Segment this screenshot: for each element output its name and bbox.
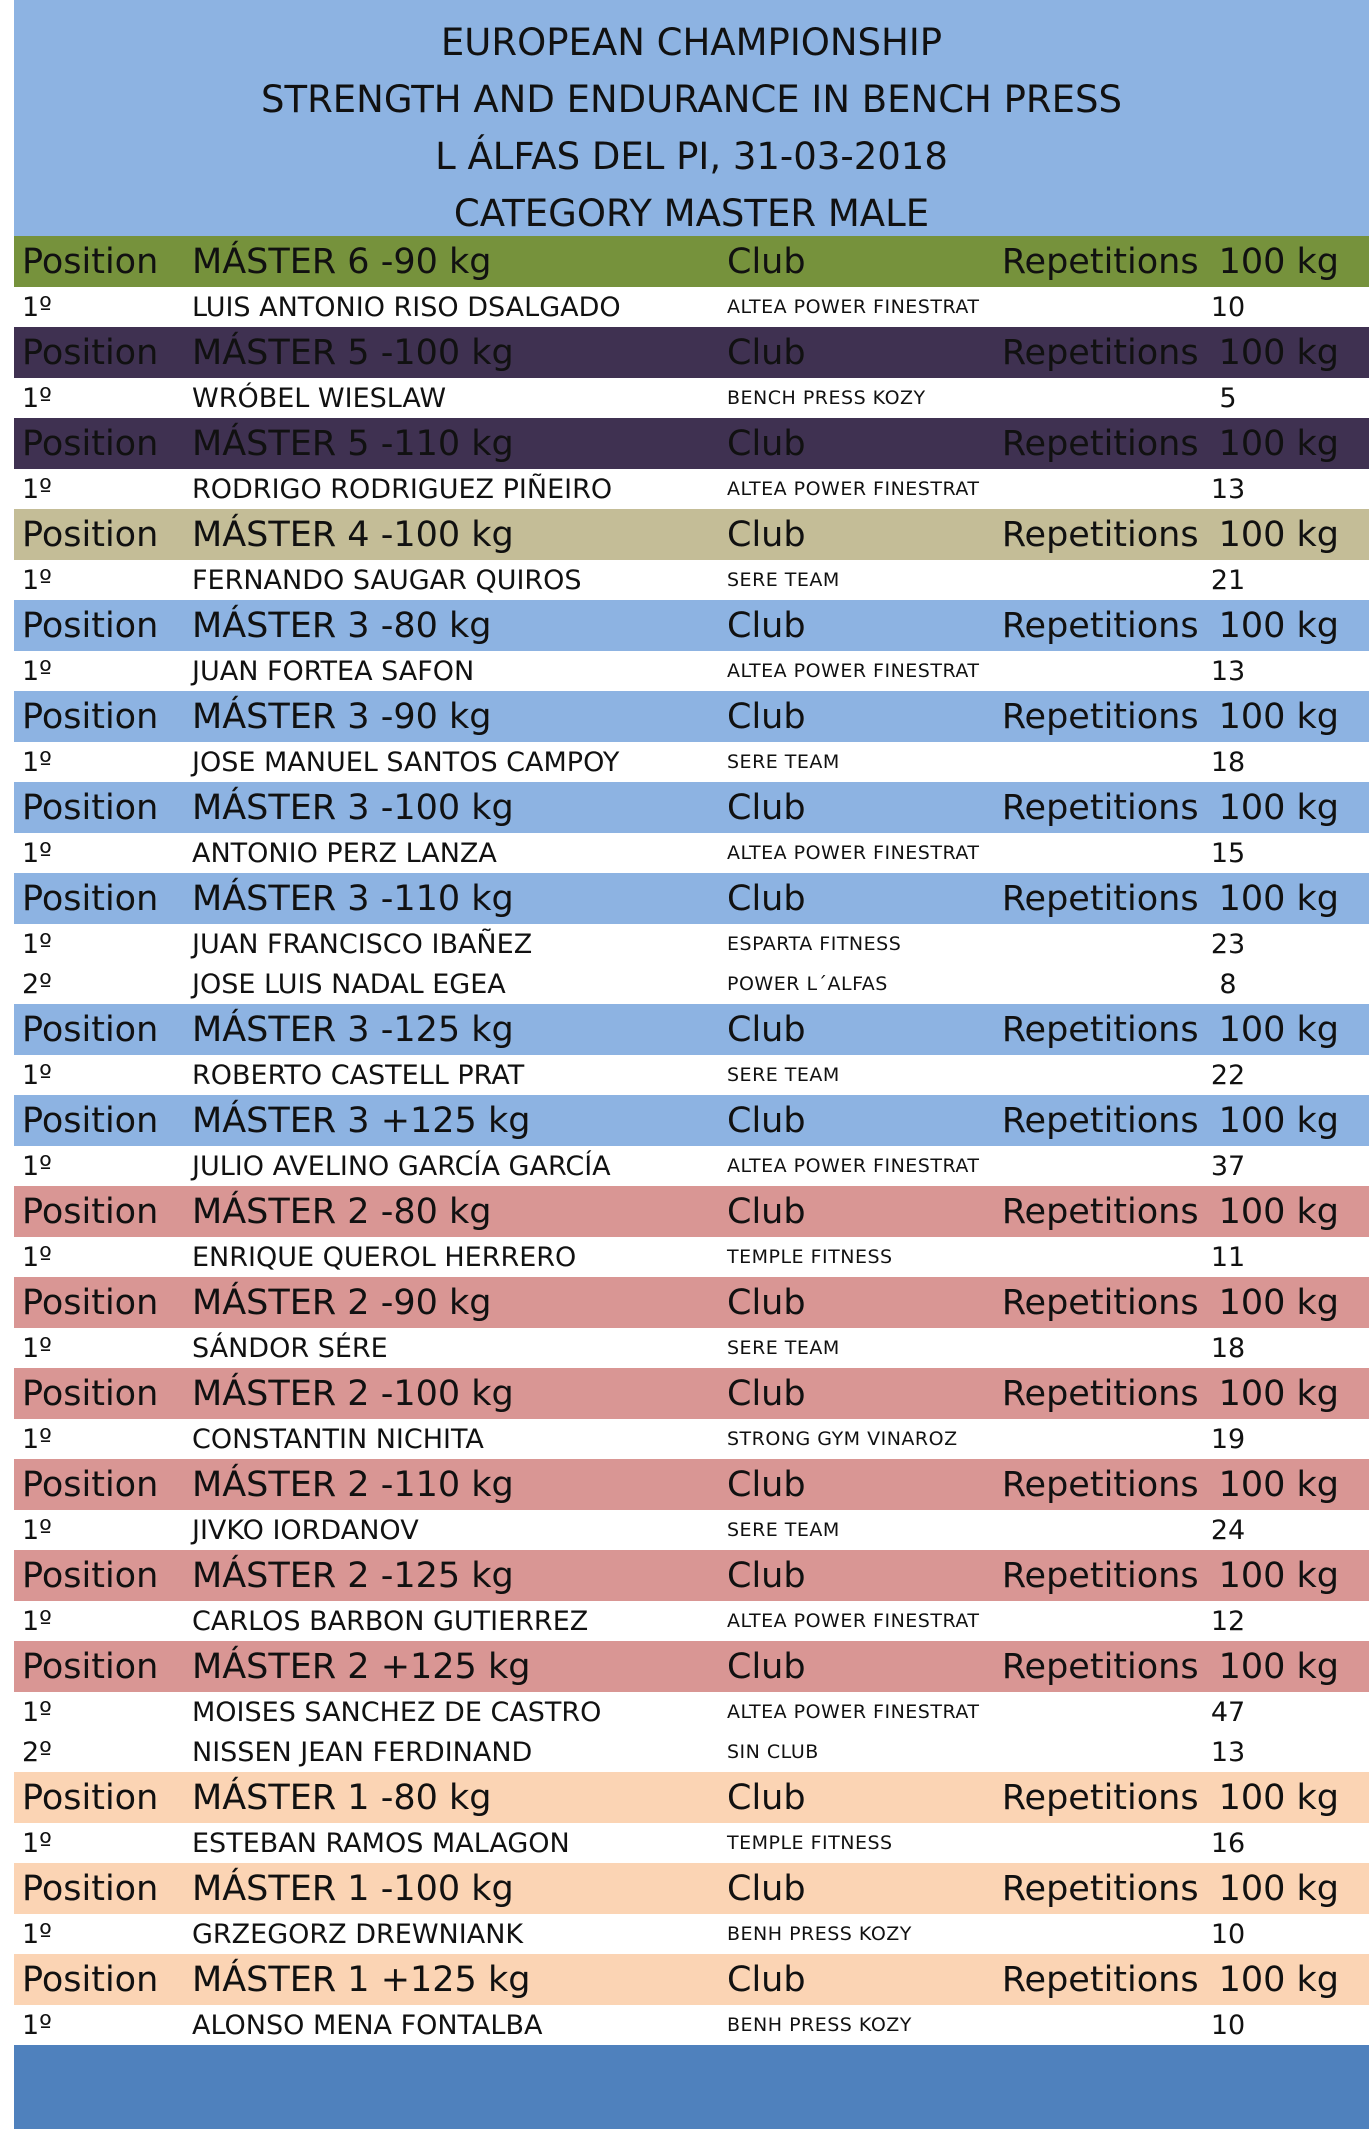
repetitions-header [1001, 423, 1369, 464]
athlete-row [14, 1692, 1369, 1732]
athlete-row [14, 1510, 1369, 1550]
category-name: MÁSTER 6 -90 kg [192, 241, 492, 282]
athlete-repetitions: 19 [1210, 1423, 1246, 1455]
category-header-row [14, 1277, 1369, 1328]
category-name: MÁSTER 1 -100 kg [192, 1868, 514, 1909]
repetitions-header [1001, 1777, 1369, 1818]
athlete-row [14, 1823, 1369, 1863]
category-header-row [14, 691, 1369, 742]
athlete-repetitions: 15 [1210, 837, 1246, 869]
club-header: Club [727, 696, 806, 737]
athlete-place: 1º [22, 291, 52, 323]
repetitions-header [1001, 787, 1369, 828]
weight-label: 100 kg [1218, 1868, 1339, 1909]
athlete-repetitions: 13 [1210, 473, 1246, 505]
category-header-row [14, 1459, 1369, 1510]
athlete-club: ALTEA POWER FINESTRAT [727, 478, 980, 500]
athlete-row [14, 924, 1369, 964]
athlete-row [14, 560, 1369, 600]
athlete-repetitions: 21 [1210, 564, 1246, 596]
title-line-event: STRENGTH AND ENDURANCE IN BENCH PRESS [260, 78, 1122, 121]
category-name: MÁSTER 2 -90 kg [192, 1282, 492, 1323]
repetitions-header [1001, 332, 1369, 373]
athlete-place: 2º [22, 968, 52, 1000]
athlete-club: BENH PRESS KOZY [727, 1923, 912, 1945]
club-header: Club [727, 878, 806, 919]
athlete-club: ESPARTA FITNESS [727, 933, 902, 955]
position-header: Position [22, 1777, 159, 1818]
category-header-row [14, 327, 1369, 378]
repetitions-label: Repetitions [1001, 696, 1199, 737]
repetitions-header [1001, 514, 1369, 555]
repetitions-header [1001, 1191, 1369, 1232]
athlete-name: WRÓBEL WIESLAW [192, 382, 447, 414]
category-header-row [14, 1641, 1369, 1692]
athlete-club: TEMPLE FITNESS [727, 1246, 893, 1268]
athlete-name: RODRIGO RODRIGUEZ PIÑEIRO [192, 473, 613, 505]
club-header: Club [727, 1282, 806, 1323]
position-header: Position [22, 423, 159, 464]
position-header: Position [22, 1100, 159, 1141]
athlete-place: 1º [22, 1059, 52, 1091]
category-header-row [14, 418, 1369, 469]
repetitions-label: Repetitions [1001, 1959, 1199, 2000]
repetitions-header [1001, 1959, 1369, 2000]
category-name: MÁSTER 3 -90 kg [192, 696, 492, 737]
repetitions-label: Repetitions [1001, 1555, 1199, 1596]
athlete-club: SIN CLUB [727, 1741, 819, 1763]
repetitions-header [1001, 1464, 1369, 1505]
category-header-row [14, 782, 1369, 833]
athlete-repetitions: 13 [1210, 655, 1246, 687]
category-header-row [14, 600, 1369, 651]
category-name: MÁSTER 2 -110 kg [192, 1464, 514, 1505]
athlete-repetitions: 24 [1210, 1514, 1246, 1546]
athlete-row [14, 2005, 1369, 2045]
weight-label: 100 kg [1218, 1191, 1339, 1232]
athlete-place: 1º [22, 564, 52, 596]
repetitions-header [1001, 605, 1369, 646]
athlete-repetitions: 37 [1210, 1150, 1246, 1182]
athlete-repetitions: 18 [1210, 746, 1246, 778]
athlete-name: JUAN FRANCISCO IBAÑEZ [192, 928, 533, 960]
category-header-row [14, 873, 1369, 924]
athlete-club: SERE TEAM [727, 1337, 840, 1359]
weight-label: 100 kg [1218, 1646, 1339, 1687]
repetitions-header [1001, 1009, 1369, 1050]
athlete-repetitions: 10 [1210, 1918, 1246, 1950]
category-header-row [14, 1863, 1369, 1914]
weight-label: 100 kg [1218, 241, 1339, 282]
athlete-repetitions: 12 [1210, 1605, 1246, 1637]
athlete-row [14, 964, 1369, 1004]
weight-label: 100 kg [1218, 1959, 1339, 2000]
club-header: Club [727, 1777, 806, 1818]
athlete-name: JOSE LUIS NADAL EGEA [192, 968, 506, 1000]
repetitions-label: Repetitions [1001, 1646, 1199, 1687]
athlete-club: ALTEA POWER FINESTRAT [727, 660, 980, 682]
athlete-row [14, 287, 1369, 327]
athlete-repetitions: 5 [1219, 382, 1237, 414]
repetitions-label: Repetitions [1001, 241, 1199, 282]
category-name: MÁSTER 2 -100 kg [192, 1373, 514, 1414]
athlete-name: JOSE MANUEL SANTOS CAMPOY [192, 746, 620, 778]
repetitions-label: Repetitions [1001, 787, 1199, 828]
athlete-name: JUAN FORTEA SAFON [192, 655, 475, 687]
category-header-row [14, 1954, 1369, 2005]
weight-label: 100 kg [1218, 332, 1339, 373]
category-name: MÁSTER 1 -80 kg [192, 1777, 492, 1818]
position-header: Position [22, 1959, 159, 2000]
weight-label: 100 kg [1218, 787, 1339, 828]
results-table [14, 236, 1369, 2045]
title-block [14, 0, 1369, 236]
weight-label: 100 kg [1218, 1282, 1339, 1323]
athlete-place: 1º [22, 1827, 52, 1859]
position-header: Position [22, 1191, 159, 1232]
athlete-club: POWER L´ALFAS [727, 973, 888, 995]
repetitions-label: Repetitions [1001, 1868, 1199, 1909]
athlete-club: ALTEA POWER FINESTRAT [727, 1701, 980, 1723]
club-header: Club [727, 1100, 806, 1141]
weight-label: 100 kg [1218, 1009, 1339, 1050]
athlete-repetitions: 11 [1210, 1241, 1246, 1273]
category-name: MÁSTER 3 +125 kg [192, 1100, 531, 1141]
weight-label: 100 kg [1218, 878, 1339, 919]
athlete-place: 1º [22, 1423, 52, 1455]
athlete-club: BENCH PRESS KOZY [727, 387, 926, 409]
club-header: Club [727, 423, 806, 464]
athlete-club: SERE TEAM [727, 569, 840, 591]
repetitions-header [1001, 1646, 1369, 1687]
club-header: Club [727, 787, 806, 828]
results-sheet [14, 0, 1369, 2045]
athlete-repetitions: 13 [1210, 1736, 1246, 1768]
category-name: MÁSTER 3 -125 kg [192, 1009, 514, 1050]
athlete-place: 1º [22, 746, 52, 778]
repetitions-label: Repetitions [1001, 1373, 1199, 1414]
repetitions-label: Repetitions [1001, 1009, 1199, 1050]
athlete-repetitions: 47 [1210, 1696, 1246, 1728]
athlete-row [14, 1914, 1369, 1954]
athlete-row [14, 469, 1369, 509]
athlete-club: ALTEA POWER FINESTRAT [727, 1155, 980, 1177]
category-header-row [14, 1004, 1369, 1055]
weight-label: 100 kg [1218, 696, 1339, 737]
athlete-row [14, 833, 1369, 873]
repetitions-label: Repetitions [1001, 605, 1199, 646]
athlete-place: 1º [22, 1150, 52, 1182]
repetitions-header [1001, 241, 1369, 282]
athlete-name: CONSTANTIN NICHITA [192, 1423, 484, 1455]
club-header: Club [727, 1646, 806, 1687]
category-name: MÁSTER 2 +125 kg [192, 1646, 531, 1687]
athlete-place: 2º [22, 1736, 52, 1768]
athlete-repetitions: 18 [1210, 1332, 1246, 1364]
athlete-row [14, 1237, 1369, 1277]
title-line-venue-date: L ÁLFAS DEL PI, 31-03-2018 [435, 135, 948, 178]
weight-label: 100 kg [1218, 1555, 1339, 1596]
athlete-place: 1º [22, 1241, 52, 1273]
athlete-name: ENRIQUE QUEROL HERRERO [192, 1241, 577, 1273]
position-header: Position [22, 1464, 159, 1505]
position-header: Position [22, 1555, 159, 1596]
repetitions-label: Repetitions [1001, 1282, 1199, 1323]
repetitions-label: Repetitions [1001, 1464, 1199, 1505]
athlete-repetitions: 22 [1210, 1059, 1246, 1091]
category-name: MÁSTER 2 -80 kg [192, 1191, 492, 1232]
athlete-place: 1º [22, 1514, 52, 1546]
position-header: Position [22, 1868, 159, 1909]
category-name: MÁSTER 5 -110 kg [192, 423, 514, 464]
category-name: MÁSTER 1 +125 kg [192, 1959, 531, 2000]
athlete-club: ALTEA POWER FINESTRAT [727, 842, 980, 864]
athlete-row [14, 1419, 1369, 1459]
club-header: Club [727, 605, 806, 646]
athlete-name: FERNANDO SAUGAR QUIROS [192, 564, 582, 596]
category-header-row [14, 236, 1369, 287]
athlete-place: 1º [22, 1605, 52, 1637]
position-header: Position [22, 787, 159, 828]
athlete-name: SÁNDOR SÉRE [192, 1332, 388, 1364]
athlete-row [14, 1146, 1369, 1186]
athlete-repetitions: 8 [1219, 968, 1237, 1000]
club-header: Club [727, 1555, 806, 1596]
club-header: Club [727, 514, 806, 555]
category-name: MÁSTER 4 -100 kg [192, 514, 514, 555]
athlete-repetitions: 16 [1210, 1827, 1246, 1859]
athlete-repetitions: 10 [1210, 2009, 1246, 2041]
club-header: Club [727, 1868, 806, 1909]
repetitions-label: Repetitions [1001, 514, 1199, 555]
repetitions-header [1001, 1282, 1369, 1323]
category-name: MÁSTER 3 -80 kg [192, 605, 492, 646]
position-header: Position [22, 332, 159, 373]
repetitions-label: Repetitions [1001, 423, 1199, 464]
position-header: Position [22, 1282, 159, 1323]
position-header: Position [22, 1646, 159, 1687]
title-line-category: CATEGORY MASTER MALE [453, 192, 930, 235]
athlete-row [14, 1055, 1369, 1095]
category-header-row [14, 1772, 1369, 1823]
category-header-row [14, 1095, 1369, 1146]
repetitions-header [1001, 1100, 1369, 1141]
weight-label: 100 kg [1218, 423, 1339, 464]
athlete-name: ROBERTO CASTELL PRAT [192, 1059, 525, 1091]
position-header: Position [22, 696, 159, 737]
club-header: Club [727, 1009, 806, 1050]
repetitions-label: Repetitions [1001, 332, 1199, 373]
repetitions-label: Repetitions [1001, 1191, 1199, 1232]
athlete-name: NISSEN JEAN FERDINAND [192, 1736, 533, 1768]
weight-label: 100 kg [1218, 1464, 1339, 1505]
repetitions-header [1001, 1373, 1369, 1414]
position-header: Position [22, 1009, 159, 1050]
repetitions-header [1001, 1555, 1369, 1596]
athlete-name: ANTONIO PERZ LANZA [192, 837, 497, 869]
weight-label: 100 kg [1218, 605, 1339, 646]
position-header: Position [22, 605, 159, 646]
position-header: Position [22, 241, 159, 282]
weight-label: 100 kg [1218, 1373, 1339, 1414]
athlete-place: 1º [22, 2009, 52, 2041]
athlete-club: ALTEA POWER FINESTRAT [727, 296, 980, 318]
athlete-place: 1º [22, 382, 52, 414]
weight-label: 100 kg [1218, 1777, 1339, 1818]
category-header-row [14, 1550, 1369, 1601]
title-line-championship: EUROPEAN CHAMPIONSHIP [440, 21, 943, 64]
club-header: Club [727, 241, 806, 282]
athlete-name: CARLOS BARBON GUTIERREZ [192, 1605, 589, 1637]
position-header: Position [22, 1373, 159, 1414]
weight-label: 100 kg [1218, 514, 1339, 555]
category-header-row [14, 1368, 1369, 1419]
repetitions-header [1001, 696, 1369, 737]
athlete-club: SERE TEAM [727, 751, 840, 773]
repetitions-header [1001, 1868, 1369, 1909]
athlete-name: ALONSO MENA FONTALBA [192, 2009, 543, 2041]
athlete-repetitions: 10 [1210, 291, 1246, 323]
category-name: MÁSTER 3 -110 kg [192, 878, 514, 919]
athlete-name: ESTEBAN RAMOS MALAGON [192, 1827, 570, 1859]
athlete-repetitions: 23 [1210, 928, 1246, 960]
athlete-row [14, 651, 1369, 691]
repetitions-header [1001, 878, 1369, 919]
athlete-row [14, 742, 1369, 782]
club-header: Club [727, 1959, 806, 2000]
athlete-row [14, 378, 1369, 418]
athlete-name: JIVKO IORDANOV [192, 1514, 419, 1546]
category-header-row [14, 1186, 1369, 1237]
athlete-club: SERE TEAM [727, 1064, 840, 1086]
athlete-club: SERE TEAM [727, 1519, 840, 1541]
athlete-row [14, 1601, 1369, 1641]
category-name: MÁSTER 3 -100 kg [192, 787, 514, 828]
athlete-row [14, 1328, 1369, 1368]
athlete-club: TEMPLE FITNESS [727, 1832, 893, 1854]
athlete-club: STRONG GYM VINAROZ [727, 1428, 958, 1450]
club-header: Club [727, 332, 806, 373]
repetitions-label: Repetitions [1001, 1777, 1199, 1818]
athlete-name: GRZEGORZ DREWNIANK [192, 1918, 524, 1950]
category-name: MÁSTER 2 -125 kg [192, 1555, 514, 1596]
category-header-row [14, 509, 1369, 560]
athlete-place: 1º [22, 1918, 52, 1950]
athlete-place: 1º [22, 473, 52, 505]
athlete-name: LUIS ANTONIO RISO DSALGADO [192, 291, 621, 323]
repetitions-label: Repetitions [1001, 878, 1199, 919]
athlete-place: 1º [22, 1696, 52, 1728]
athlete-name: JULIO AVELINO GARCÍA GARCÍA [192, 1150, 611, 1182]
athlete-club: BENH PRESS KOZY [727, 2014, 912, 2036]
club-header: Club [727, 1464, 806, 1505]
position-header: Position [22, 878, 159, 919]
footer-bar [14, 2045, 1369, 2129]
repetitions-label: Repetitions [1001, 1100, 1199, 1141]
athlete-place: 1º [22, 928, 52, 960]
athlete-place: 1º [22, 655, 52, 687]
athlete-place: 1º [22, 1332, 52, 1364]
position-header: Position [22, 514, 159, 555]
club-header: Club [727, 1373, 806, 1414]
club-header: Club [727, 1191, 806, 1232]
athlete-place: 1º [22, 837, 52, 869]
athlete-club: ALTEA POWER FINESTRAT [727, 1610, 980, 1632]
weight-label: 100 kg [1218, 1100, 1339, 1141]
athlete-row [14, 1732, 1369, 1772]
athlete-name: MOISES SANCHEZ DE CASTRO [192, 1696, 602, 1728]
category-name: MÁSTER 5 -100 kg [192, 332, 514, 373]
